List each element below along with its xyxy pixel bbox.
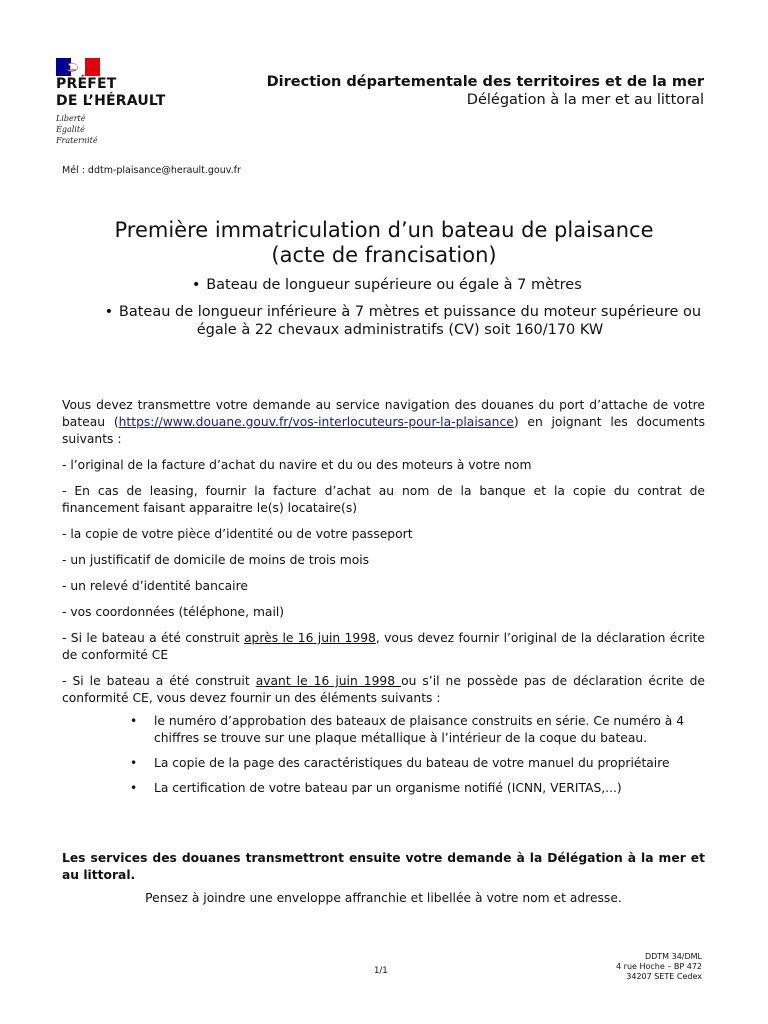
criterion-text: Bateau de longueur supérieure ou égale à 7 mètres	[206, 277, 582, 293]
before-text-end: ou s’il ne possède pas de déclaration écrite de conformité CE, vous devez fournir un des éléments suivants :	[62, 674, 705, 705]
intro-text: Vous devez transmettre votre demande au service navigation des douanes du port d’attache de votre bateau (	[62, 398, 705, 429]
douane-link[interactable]: https://www.douane.gouv.fr/vos-interlocuteurs-pour-la-plaisance	[118, 415, 514, 429]
document-item: - la copie de votre pièce d’identité ou de votre passeport	[62, 527, 413, 541]
document-title	[40, 218, 728, 268]
after-date: après le 16 juin 1998	[244, 631, 376, 645]
title-line2: (acte de francisation)	[271, 243, 497, 267]
after-1998-item	[62, 630, 705, 664]
before-date: avant le 16 juin 1998	[255, 674, 402, 688]
criterion-item	[100, 276, 668, 294]
prefet-line2: DE L’HÉRAULT	[56, 93, 166, 109]
criterion-text: Bateau de longueur inférieure à 7 mètres et puissance du moteur supérieure ou égale à 22 chevaux administratifs (CV) soit 160/170 KW	[118, 304, 702, 338]
bullet-icon: •	[191, 277, 201, 293]
document-body	[62, 397, 705, 805]
intro-paragraph	[62, 397, 705, 448]
title-line1: Première immatriculation d’un bateau de plaisance	[114, 218, 654, 242]
motto-egalite: Égalité	[56, 125, 85, 134]
motto-liberte: Liberté	[56, 114, 86, 123]
contact-email: Mél : ddtm-plaisance@herault.gouv.fr	[62, 165, 241, 176]
address-line: 4 rue Hoche – BP 472	[616, 962, 702, 971]
document-item: - un relevé d’identité bancaire	[62, 579, 248, 593]
before-text: - Si le bateau a été construit	[62, 674, 256, 688]
document-item: - En cas de leasing, fournir la facture d’achat au nom de la banque et la copie du contrat de financement faisant apparaitre le(s) locataire(s)	[62, 484, 705, 515]
before-1998-item	[62, 673, 705, 707]
list-item: • le numéro d’approbation des bateaux de plaisance construits en série. Ce numéro à 4 chiffres se trouve sur une plaque métallique à l’intérieur de la coque du bateau.	[154, 713, 705, 747]
address-line: DDTM 34/DML	[644, 952, 702, 961]
bullet-icon: •	[104, 304, 114, 320]
direction-heading: Direction départementale des territoires et de la mer	[266, 74, 704, 90]
document-item: - un justificatif de domicile de moins de trois mois	[62, 553, 370, 567]
document-item: - vos coordonnées (téléphone, mail)	[62, 605, 285, 619]
criterion-item	[80, 303, 720, 339]
footer-address	[616, 952, 702, 982]
motto-fraternite: Fraternité	[56, 136, 98, 145]
alternative-documents-list	[62, 713, 705, 797]
list-item: • La copie de la page des caractéristiques du bateau de votre manuel du propriétaire	[154, 755, 705, 772]
closing-section	[62, 850, 705, 907]
delegation-heading: Délégation à la mer et au littoral	[466, 92, 704, 108]
document-item: - l’original de la facture d’achat du navire et du ou des moteurs à votre nom	[62, 458, 532, 472]
after-text: - Si le bateau a été construit	[62, 631, 245, 645]
closing-bold: Les services des douanes transmettront ensuite votre demande à la Délégation à la mer et au littoral.	[62, 851, 705, 882]
closing-note: Pensez à joindre une enveloppe affranchie et libellée à votre nom et adresse.	[145, 891, 622, 905]
page-number: 1/1	[374, 966, 388, 976]
marianne-flag-icon	[56, 58, 100, 76]
list-item: • La certification de votre bateau par un organisme notifié (ICNN, VERITAS,...)	[154, 780, 705, 797]
after-text-end: , vous devez fournir l’original de la déclaration écrite de conformité CE	[62, 631, 705, 662]
intro-text-end: ) en joignant les documents suivants :	[62, 415, 705, 446]
address-line: 34207 SETE Cedex	[626, 972, 702, 981]
prefet-line1: PRÉFET	[56, 76, 117, 92]
